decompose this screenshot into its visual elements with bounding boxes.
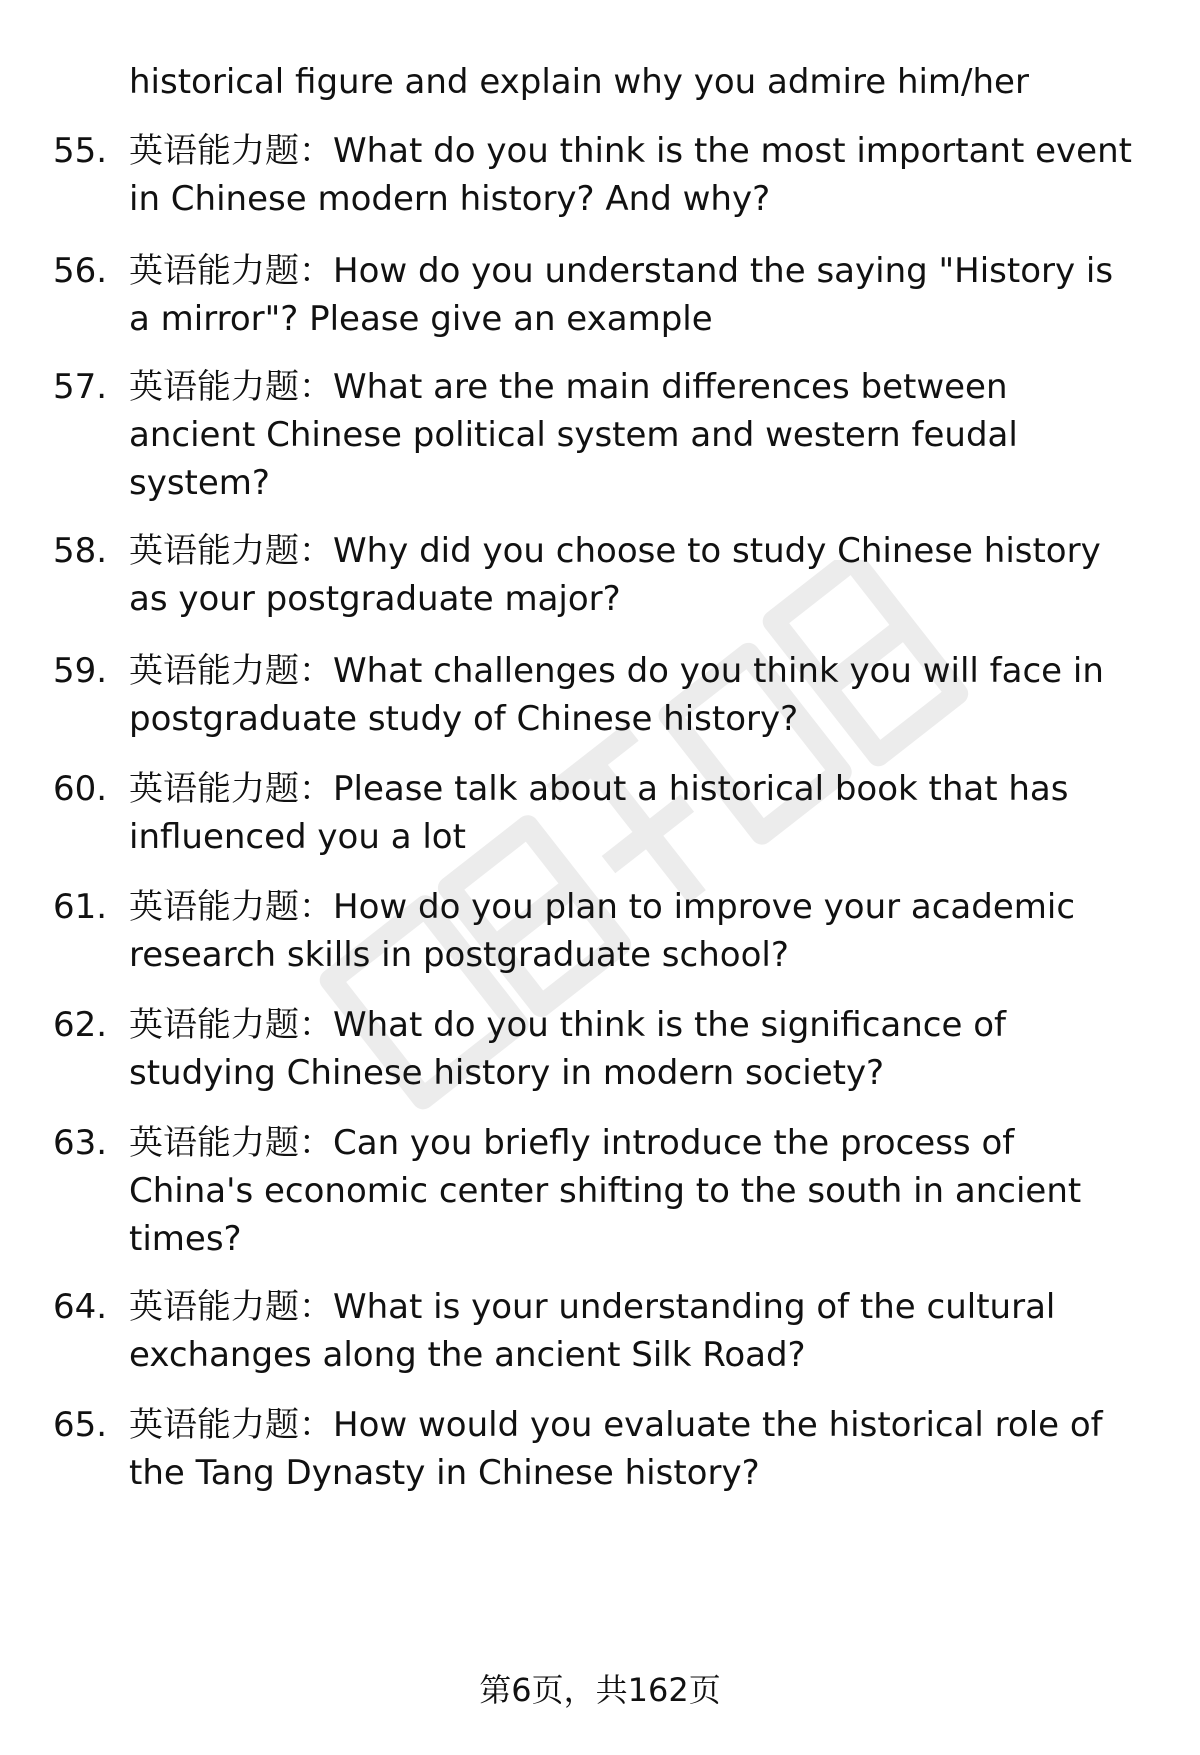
question-text-line: 英语能力题：Please talk about a historical book that has: [129, 769, 1069, 809]
question-text-line: as your postgraduate major?: [129, 579, 621, 619]
question-number: 59.: [53, 651, 108, 691]
question-text-line: postgraduate study of Chinese history?: [129, 699, 799, 739]
question-text: [129, 1001, 1169, 1097]
question-text-line: 英语能力题：What is your understanding of the cultural: [129, 1287, 1056, 1327]
question-text-line: times?: [129, 1219, 242, 1259]
question-text-line: 英语能力题：Can you briefly introduce the process of: [129, 1123, 1015, 1163]
question-text-line: 英语能力题：Why did you choose to study Chinese history: [129, 531, 1101, 571]
question-number: 60.: [53, 769, 108, 809]
question-text-line: 英语能力题：What do you think is the significance of: [129, 1005, 1006, 1045]
question-text-line: research skills in postgraduate school?: [129, 935, 789, 975]
question-text-line: studying Chinese history in modern society?: [129, 1053, 885, 1093]
question-number: 55.: [53, 131, 108, 171]
question-number: 56.: [53, 251, 108, 291]
question-number: 64.: [53, 1287, 108, 1327]
question-text-line: 英语能力题：What are the main differences between: [129, 367, 1008, 407]
question-number: 61.: [53, 887, 108, 927]
question-text: [129, 127, 1169, 223]
question-text-line: in Chinese modern history? And why?: [129, 179, 771, 219]
question-number: 58.: [53, 531, 108, 571]
question-text: [129, 1119, 1169, 1263]
question-text: [129, 247, 1169, 343]
question-number: 62.: [53, 1005, 108, 1045]
question-text-line: a mirror"? Please give an example: [129, 299, 713, 339]
question-text: [129, 883, 1169, 979]
question-text: [129, 363, 1169, 507]
question-text-line: system?: [129, 463, 270, 503]
page-footer: 第6页，共162页: [479, 1671, 721, 1709]
continued-question-text: historical figure and explain why you admire him/her: [129, 62, 1029, 102]
question-number: 57.: [53, 367, 108, 407]
question-text-line: 英语能力题：What challenges do you think you will face in: [129, 651, 1104, 691]
question-text: [129, 527, 1169, 623]
question-text: [129, 765, 1169, 861]
question-text: [129, 1401, 1169, 1497]
question-text-line: 英语能力题：How do you plan to improve your academic: [129, 887, 1076, 927]
question-text: [129, 647, 1169, 743]
question-text-line: the Tang Dynasty in Chinese history?: [129, 1453, 760, 1493]
question-text: [129, 1283, 1169, 1379]
question-number: 63.: [53, 1123, 108, 1163]
question-text-line: 英语能力题：How would you evaluate the historical role of: [129, 1405, 1103, 1445]
question-text-line: ancient Chinese political system and western feudal: [129, 415, 1018, 455]
question-text-line: China's economic center shifting to the south in ancient: [129, 1171, 1082, 1211]
question-text-line: exchanges along the ancient Silk Road?: [129, 1335, 806, 1375]
question-text-line: 英语能力题：What do you think is the most important event: [129, 131, 1132, 171]
question-text-line: influenced you a lot: [129, 817, 466, 857]
question-number: 65.: [53, 1405, 108, 1445]
question-text-line: 英语能力题：How do you understand the saying "History is: [129, 251, 1114, 291]
